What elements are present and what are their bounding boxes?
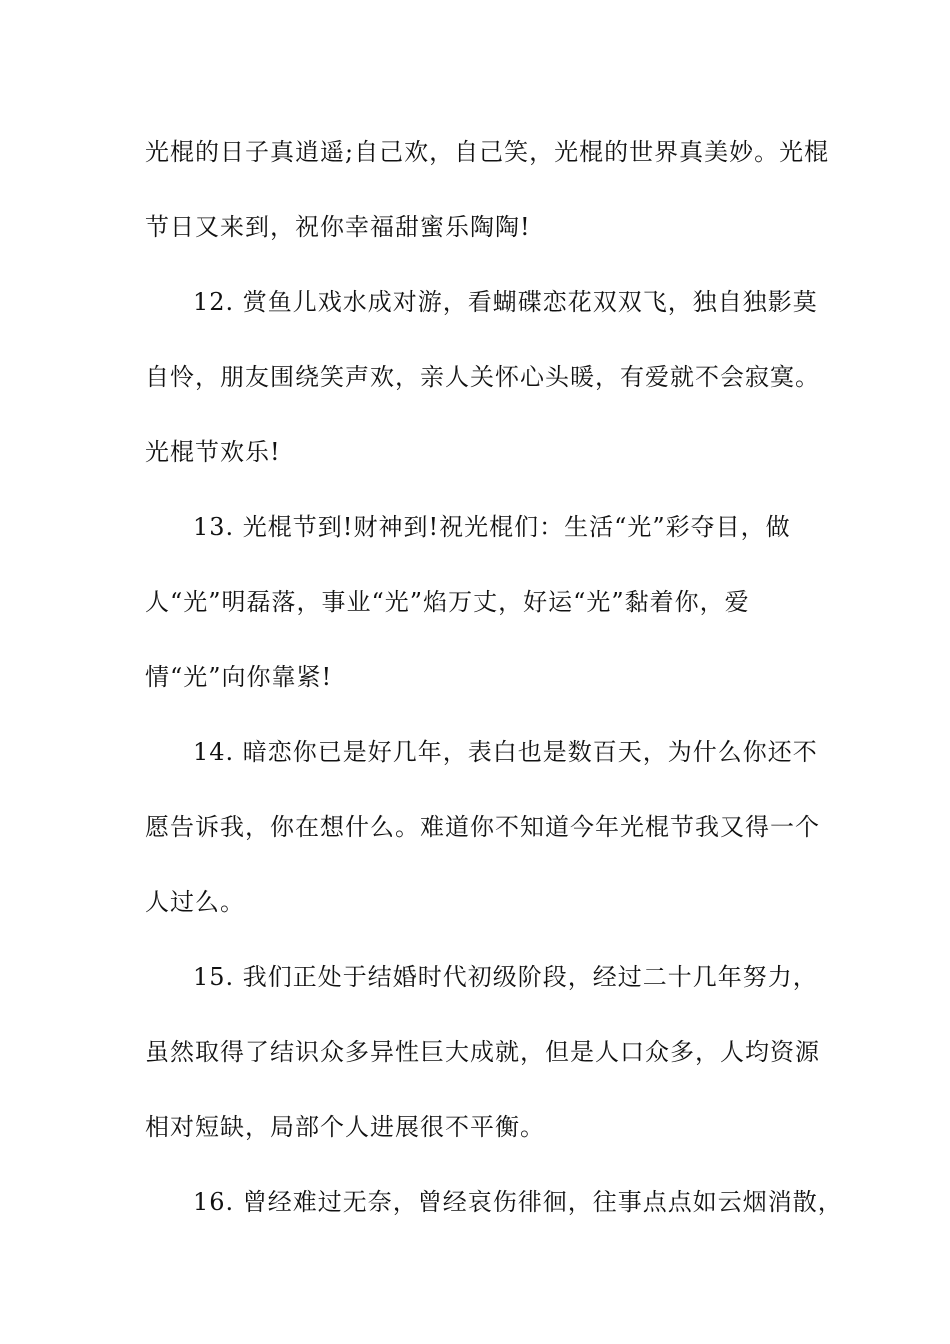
paragraph-14-first-line: 14. 暗恋你已是好几年，表白也是数百天，为什么你还不: [193, 738, 818, 766]
text-line: 光棍的日子真逍遥;自己欢，自己笑，光棍的世界真美妙。光棍: [145, 138, 830, 166]
text-line: 情“光”向你靠紧!: [145, 663, 333, 691]
paragraph-13-first-line: 13. 光棍节到!财神到!祝光棍们：生活“光”彩夺目，做: [193, 513, 791, 541]
text-line: 光棍节欢乐!: [145, 438, 281, 466]
text-line: 人“光”明磊落，事业“光”焰万丈，好运“光”黏着你，爱: [145, 588, 750, 616]
paragraph-16-first-line: 16. 曾经难过无奈，曾经哀伤徘徊，往事点点如云烟消散，: [193, 1188, 843, 1216]
text-line: 人过么。: [145, 888, 245, 916]
paragraph-12-first-line: 12. 赏鱼儿戏水成对游，看蝴碟恋花双双飞，独自独影莫: [193, 288, 818, 316]
text-line: 相对短缺，局部个人进展很不平衡。: [145, 1113, 545, 1141]
paragraph-15-first-line: 15. 我们正处于结婚时代初级阶段，经过二十几年努力，: [193, 963, 818, 991]
text-line: 虽然取得了结识众多异性巨大成就，但是人口众多，人均资源: [145, 1038, 820, 1066]
text-line: 自怜，朋友围绕笑声欢，亲人关怀心头暖，有爱就不会寂寞。: [145, 363, 820, 391]
text-line: 节日又来到，祝你幸福甜蜜乐陶陶!: [145, 213, 531, 241]
text-line: 愿告诉我，你在想什么。难道你不知道今年光棍节我又得一个: [145, 813, 820, 841]
